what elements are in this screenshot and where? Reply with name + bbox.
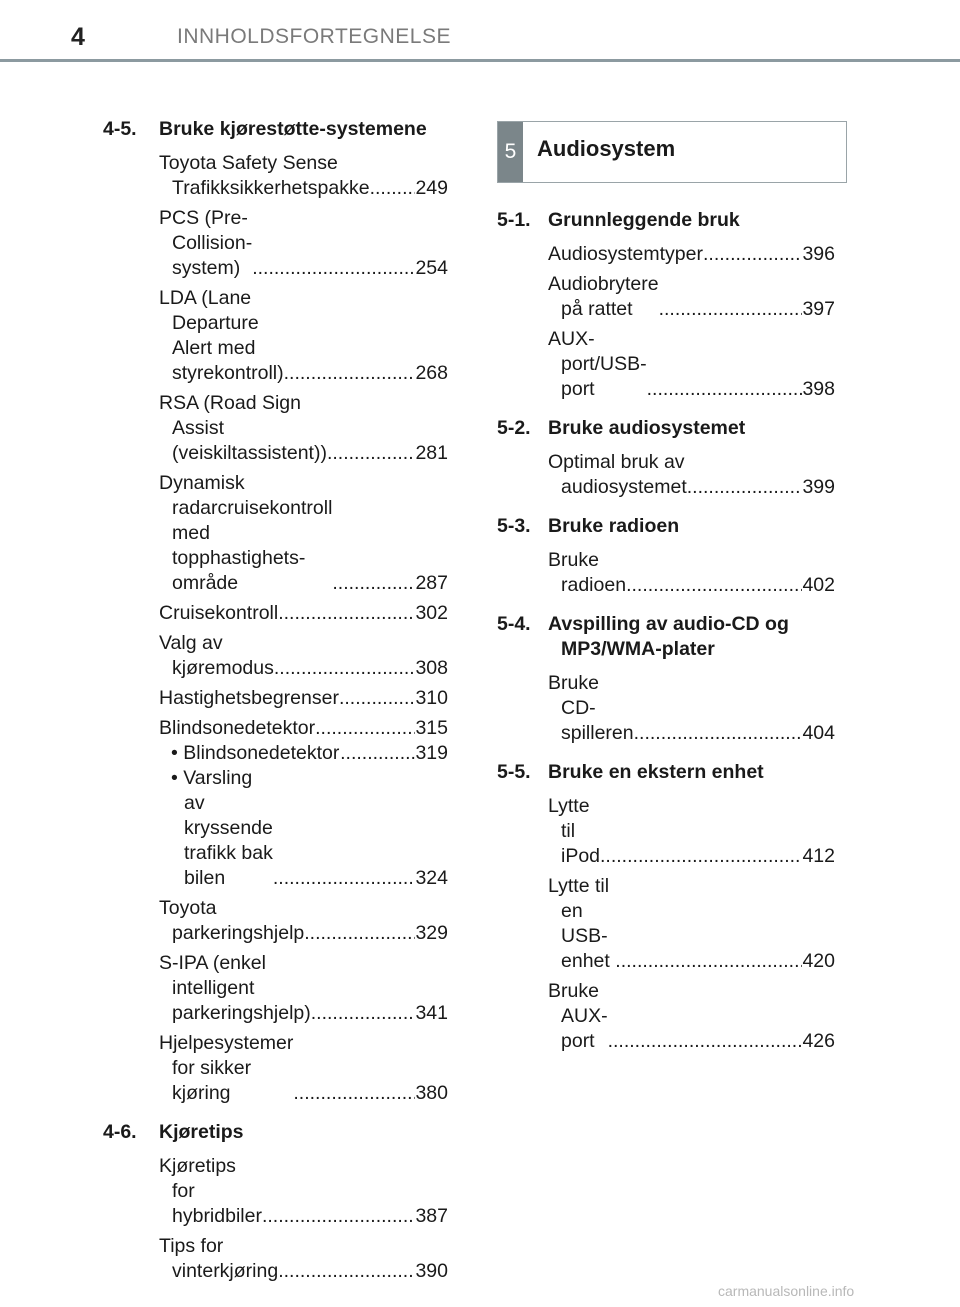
dot-leader: [615, 949, 802, 974]
entry-label: Optimal bruk av audiosystemet: [548, 451, 687, 498]
section-spacer: [497, 751, 835, 760]
entry-label: AUX-port/USB-port: [548, 328, 647, 400]
page-ref: 268: [415, 362, 448, 384]
dot-leader: [687, 475, 803, 500]
section-spacer: [103, 1111, 448, 1120]
dot-leader: [332, 571, 415, 596]
toc-entry[interactable]: [159, 716, 448, 741]
dot-leader: [339, 686, 416, 711]
page-ref: 254: [415, 257, 448, 279]
page-ref: 412: [802, 845, 835, 867]
entry-label: Kjøretips for hybridbiler: [159, 1155, 262, 1227]
toc-entry[interactable]: [548, 327, 835, 402]
dot-leader: [315, 716, 415, 741]
page-ref: 319: [415, 742, 448, 764]
dot-leader: [634, 721, 803, 746]
entry-label: • Blindsonedetektor: [171, 742, 340, 764]
section-heading: [497, 514, 835, 539]
page-ref: 329: [415, 922, 448, 944]
section-title: Bruke audiosystemet: [548, 417, 746, 439]
entry-label: Valg av kjøremodus: [159, 632, 274, 679]
toc-entry[interactable]: [159, 151, 448, 201]
section-title: Bruke radioen: [548, 515, 680, 537]
dot-leader: [273, 866, 416, 891]
toc-entry[interactable]: [159, 1234, 448, 1284]
page-ref: 341: [415, 1002, 448, 1024]
page-ref: 302: [415, 602, 448, 624]
toc-entry[interactable]: [159, 686, 448, 711]
toc-entry[interactable]: [548, 794, 835, 869]
entry-label: Bruke radioen: [548, 549, 627, 596]
entry-label: PCS (Pre-Collision-system): [159, 207, 253, 279]
entry-label: Audiobrytere på rattet: [548, 273, 659, 320]
dot-leader: [608, 1029, 803, 1054]
page-ref: 397: [802, 298, 835, 320]
page-ref: 396: [802, 243, 835, 265]
section-title: Kjøretips: [159, 1121, 244, 1143]
toc-entry[interactable]: [548, 242, 835, 267]
dot-leader: [278, 1259, 415, 1284]
page-ref: 308: [415, 657, 448, 679]
page-ref: 390: [415, 1260, 448, 1282]
entry-label: Blindsonedetektor: [159, 717, 316, 739]
section-number: 5-3.: [497, 515, 531, 537]
entry-label: Audiosystemtyper: [548, 243, 703, 265]
section-title: Avspilling av audio-CD og MP3/WMA-plater: [548, 613, 789, 660]
entry-label: Toyota parkeringshjelp: [159, 897, 305, 944]
entry-label: Cruisekontroll: [159, 602, 279, 624]
toc-entry[interactable]: [548, 671, 835, 746]
entry-label: Tips for vinterkjøring: [159, 1235, 279, 1282]
dot-leader: [293, 1081, 415, 1106]
section-heading: [497, 612, 835, 662]
toc-entry[interactable]: [159, 951, 448, 1026]
page-ref: 281: [415, 442, 448, 464]
left-column-toc: [103, 117, 448, 1289]
section-number: 4-5.: [103, 118, 137, 140]
toc-entry[interactable]: [548, 874, 835, 974]
toc-entry[interactable]: [159, 391, 448, 466]
dot-leader: [262, 1204, 416, 1229]
section-title: Grunnleggende bruk: [548, 209, 740, 231]
toc-entry[interactable]: [548, 450, 835, 500]
page-number: 4: [71, 23, 85, 51]
section-heading: [103, 117, 448, 142]
page-ref: 404: [802, 722, 835, 744]
page-ref: 380: [415, 1082, 448, 1104]
chapter-heading-box: [497, 121, 847, 183]
section-spacer: [497, 505, 835, 514]
page-ref: 420: [802, 950, 835, 972]
toc-entry[interactable]: [159, 631, 448, 681]
section-title: Bruke en ekstern enhet: [548, 761, 764, 783]
toc-entry[interactable]: [159, 896, 448, 946]
entry-label: LDA (Lane Departure Alert med styrekontroll): [159, 287, 284, 384]
dot-leader: [659, 297, 803, 322]
toc-entry[interactable]: [159, 1031, 448, 1106]
dot-leader: [304, 921, 415, 946]
page-ref: 249: [415, 177, 448, 199]
page-ref: 387: [415, 1205, 448, 1227]
right-column-toc: [497, 208, 835, 1059]
section-heading: [103, 1120, 448, 1145]
dot-leader: [278, 601, 415, 626]
dot-leader: [252, 256, 415, 281]
page-ref: 324: [415, 867, 448, 889]
dot-leader: [327, 441, 416, 466]
section-number: 5-5.: [497, 761, 531, 783]
section-heading: [497, 416, 835, 441]
page-ref: 315: [415, 717, 448, 739]
page-ref: 310: [415, 687, 448, 709]
dot-leader: [600, 844, 802, 869]
page-ref: 399: [802, 476, 835, 498]
dot-leader: [340, 741, 415, 766]
page-ref: 402: [802, 574, 835, 596]
toc-entry[interactable]: [159, 286, 448, 386]
dot-leader: [703, 242, 802, 267]
dot-leader: [274, 656, 416, 681]
section-number: 5-2.: [497, 417, 531, 439]
toc-entry[interactable]: [159, 601, 448, 626]
entry-label: Lytte til iPod: [548, 795, 601, 867]
toc-entry[interactable]: [159, 471, 448, 596]
section-heading: [497, 208, 835, 233]
toc-entry[interactable]: [159, 206, 448, 281]
dot-leader: [284, 361, 416, 386]
toc-subentry[interactable]: [171, 741, 448, 766]
dot-leader: [370, 176, 416, 201]
entry-label: Toyota Safety Sense Trafikksikkerhetspakke: [159, 152, 370, 199]
entry-label: Bruke CD-spilleren: [548, 672, 634, 744]
page-ref: 398: [802, 378, 835, 400]
header-title: INNHOLDSFORTEGNELSE: [177, 25, 451, 48]
section-heading: [497, 760, 835, 785]
toc-entry[interactable]: [548, 272, 835, 322]
entry-label: Bruke AUX-port: [548, 980, 608, 1052]
toc-entry[interactable]: [548, 548, 835, 598]
toc-subentry[interactable]: [171, 766, 448, 891]
section-title: Bruke kjørestøtte-systemene: [159, 118, 427, 140]
watermark: carmanualsonline.info: [718, 1283, 855, 1299]
entry-label: S-IPA (enkel intelligent parkeringshjelp): [159, 952, 311, 1024]
entry-label: Lytte til en USB-enhet: [548, 875, 610, 972]
page-header: [0, 0, 960, 64]
dot-leader: [626, 573, 802, 598]
entry-label: Hjelpesystemer for sikker kjøring: [159, 1032, 294, 1104]
toc-entry[interactable]: [548, 979, 835, 1054]
page-ref: 287: [415, 572, 448, 594]
section-number: 5-4.: [497, 613, 531, 635]
section-number: 4-6.: [103, 1121, 137, 1143]
entry-label: Hastighetsbegrenser: [159, 687, 339, 709]
section-number: 5-1.: [497, 209, 531, 231]
chapter-title: Audiosystem: [537, 136, 676, 161]
dot-leader: [311, 1001, 416, 1026]
entry-label: • Varsling av kryssende trafikk bak bilen: [171, 767, 273, 889]
entry-label: Dynamisk radarcruisekontroll med topphastighets-område: [159, 472, 333, 594]
section-spacer: [497, 407, 835, 416]
entry-label: RSA (Road Sign Assist (veiskiltassistent)): [159, 392, 327, 464]
toc-entry[interactable]: [159, 1154, 448, 1229]
chapter-number-tab: 5: [498, 122, 523, 182]
section-spacer: [497, 603, 835, 612]
dot-leader: [647, 377, 803, 402]
page-ref: 426: [802, 1030, 835, 1052]
header-rule: [0, 59, 960, 62]
